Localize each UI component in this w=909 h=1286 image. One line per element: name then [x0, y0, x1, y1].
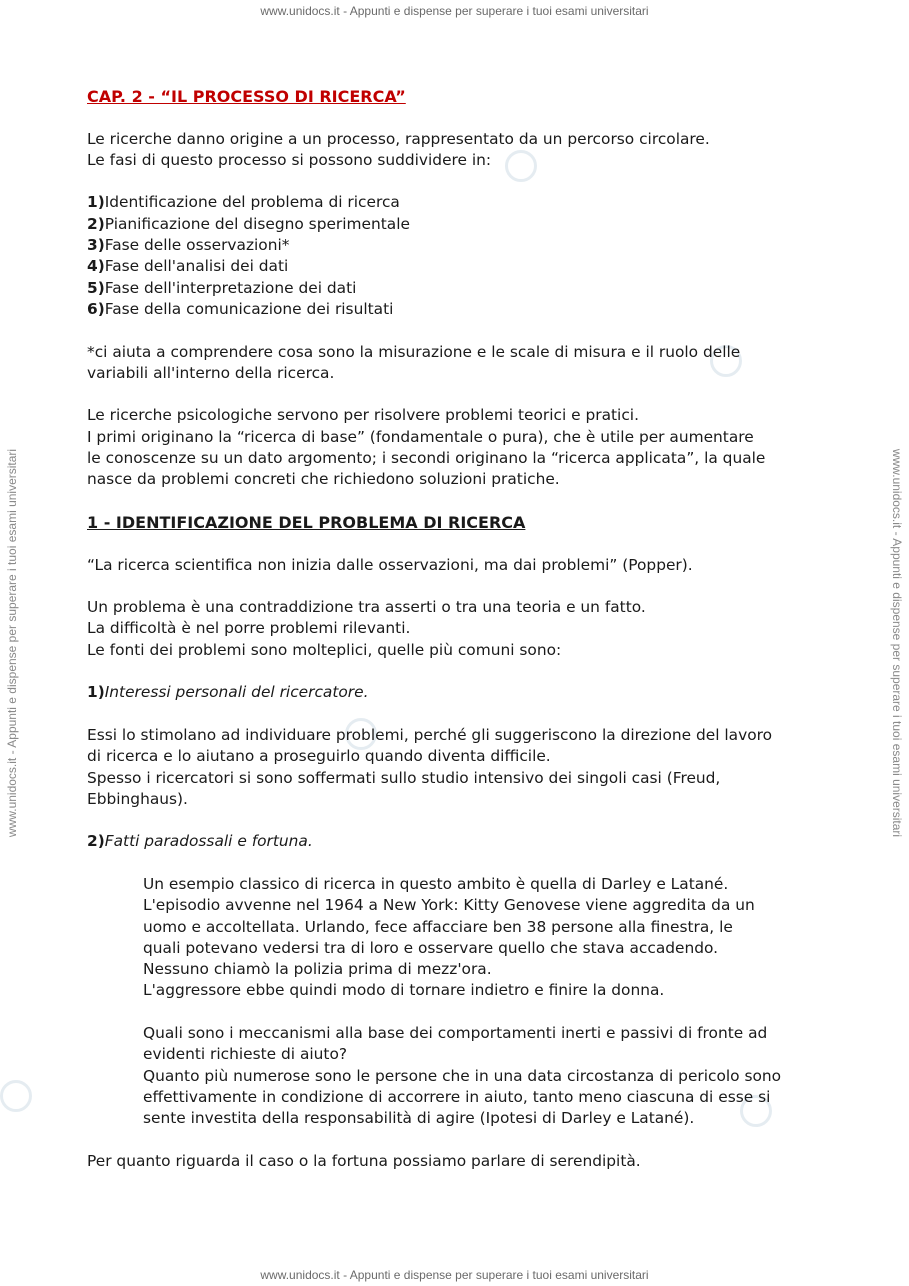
quote: “La ricerca scientifica non inizia dalle osservazioni, ma dai problemi” (Popper).: [87, 555, 693, 574]
paragraph-line: quali potevano vedersi tra di loro e osservare quello che stava accadendo.: [143, 938, 719, 957]
paragraph-line: Le fonti dei problemi sono molteplici, quelle più comuni sono:: [87, 640, 562, 659]
unidocs-logo-icon: [0, 1080, 32, 1112]
paragraph-line: Nessuno chiamò la polizia prima di mezz'ora.: [143, 960, 492, 979]
example-block: [87, 874, 822, 1130]
phase-item: 4)Fase dell'analisi dei dati: [87, 257, 289, 276]
section-heading: 1 - IDENTIFICAZIONE DEL PROBLEMA DI RICERCA: [87, 512, 526, 532]
paragraph-line: Un esempio classico di ricerca in questo ambito è quella di Darley e Latané.: [143, 874, 729, 893]
paragraph-line: effettivamente in condizione di accorrere in aiuto, tanto meno ciascuna di esse si: [143, 1087, 771, 1106]
paragraph-line: evidenti richieste di aiuto?: [143, 1045, 348, 1064]
phase-item: 1)Identificazione del problema di ricerca: [87, 193, 400, 212]
paragraph-line: Le ricerche psicologiche servono per risolvere problemi teorici e pratici.: [87, 406, 639, 425]
document-body: [87, 86, 822, 1172]
paragraph-line: uomo e accoltellata. Urlando, fece affacciare ben 38 persone alla finestra, le: [143, 917, 733, 936]
paragraph-line: le conoscenze su un dato argomento; i secondi originano la “ricerca applicata”, la quale: [87, 449, 766, 468]
paragraph-line: sente investita della responsabilità di agire (Ipotesi di Darley e Latané).: [143, 1109, 695, 1128]
phase-item: 5)Fase dell'interpretazione dei dati: [87, 278, 357, 297]
paragraph-line: Essi lo stimolano ad individuare problemi, perché gli suggeriscono la direzione del lavoro: [87, 725, 773, 744]
intro-line: Le ricerche danno origine a un processo, rappresentato da un percorso circolare.: [87, 129, 710, 148]
phase-item: 3)Fase delle osservazioni*: [87, 236, 290, 255]
intro-line: Le fasi di questo processo si possono suddividere in:: [87, 150, 492, 169]
paragraph-line: L'aggressore ebbe quindi modo di tornare indietro e finire la donna.: [143, 981, 665, 1000]
page-title: CAP. 2 - “IL PROCESSO DI RICERCA”: [87, 87, 406, 106]
paragraph-line: Quali sono i meccanismi alla base dei comportamenti inerti e passivi di fronte ad: [143, 1024, 768, 1043]
paragraph-line: Ebbinghaus).: [87, 789, 188, 808]
paragraph-line: Spesso i ricercatori si sono soffermati sullo studio intensivo dei singoli casi (Freud,: [87, 768, 721, 787]
phase-item: 6)Fase della comunicazione dei risultati: [87, 299, 394, 318]
paragraph-line: nasce da problemi concreti che richiedono soluzioni pratiche.: [87, 470, 560, 489]
footnote-line: *ci aiuta a comprendere cosa sono la misurazione e le scale di misura e il ruolo delle: [87, 342, 741, 361]
paragraph-line: di ricerca e lo aiutano a proseguirlo quando diventa difficile.: [87, 747, 551, 766]
watermark-right: www.unidocs.it - Appunti e dispense per superare i tuoi esami universitari: [890, 448, 905, 838]
paragraph-line: I primi originano la “ricerca di base” (fondamentale o pura), che è utile per aumentare: [87, 427, 754, 446]
paragraph-line: L'episodio avvenne nel 1964 a New York: Kitty Genovese viene aggredita da un: [143, 896, 755, 915]
paragraph-line: La difficoltà è nel porre problemi rilevanti.: [87, 619, 411, 638]
footnote-line: variabili all'interno della ricerca.: [87, 363, 335, 382]
source-item: 2)Fatti paradossali e fortuna.: [87, 832, 313, 851]
watermark-top: www.unidocs.it - Appunti e dispense per superare i tuoi esami universitari: [260, 4, 649, 18]
source-item: 1)Interessi personali del ricercatore.: [87, 683, 369, 702]
paragraph-line: Un problema è una contraddizione tra asserti o tra una teoria e un fatto.: [87, 598, 646, 617]
paragraph-line: Quanto più numerose sono le persone che in una data circostanza di pericolo sono: [143, 1066, 782, 1085]
closing-line: Per quanto riguarda il caso o la fortuna possiamo parlare di serendipità.: [87, 1151, 641, 1170]
watermark-bottom: www.unidocs.it - Appunti e dispense per superare i tuoi esami universitari: [260, 1268, 649, 1282]
phase-item: 2)Pianificazione del disegno sperimentale: [87, 214, 410, 233]
watermark-left: www.unidocs.it - Appunti e dispense per superare i tuoi esami universitari: [5, 448, 20, 838]
